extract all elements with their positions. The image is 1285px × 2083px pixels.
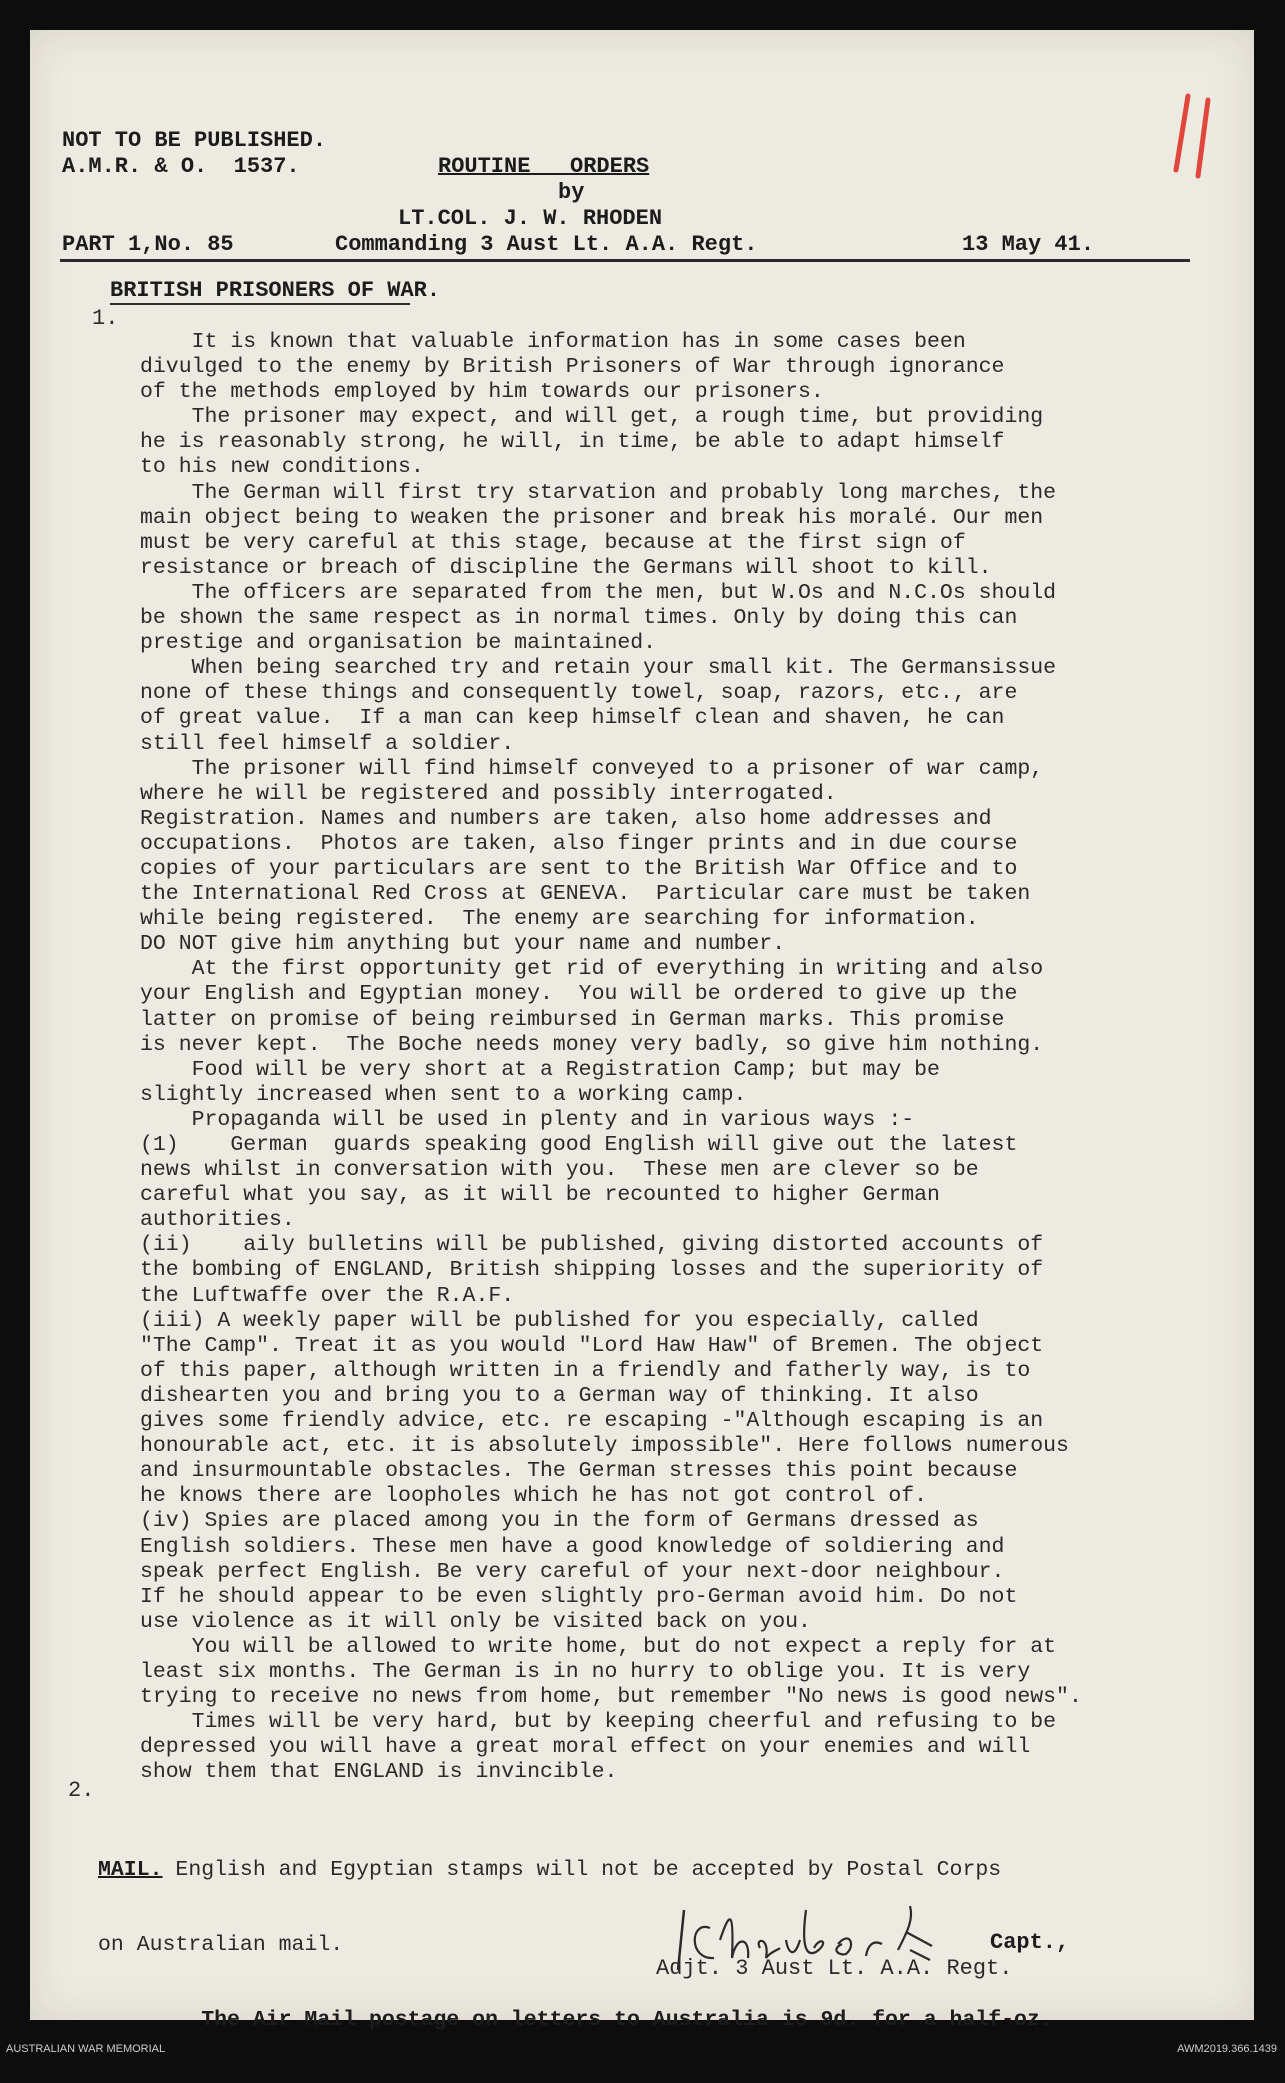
body-line: honourable act, etc. it is absolutely impossible". Here follows numerous xyxy=(140,1434,1069,1459)
body-line: use violence as it will only be visited back on you. xyxy=(140,1609,811,1634)
body-line: Registration. Names and numbers are taken, also home addresses and xyxy=(140,806,992,831)
body-line: The German will first try starvation and probably long marches, the xyxy=(140,480,1057,505)
body-line: The officers are separated from the men, but W.Os and N.C.Os should xyxy=(140,580,1057,605)
body-line: Food will be very short at a Registration Camp; but may be xyxy=(140,1057,940,1082)
body-line: (1) German guards speaking good English will give out the latest xyxy=(140,1133,1018,1157)
body-line: the Luftwaffe over the R.A.F. xyxy=(140,1283,515,1308)
body-line: he knows there are loopholes which he has not got control of. xyxy=(140,1484,928,1509)
body-line: English soldiers. These men have a good knowledge of soldiering and xyxy=(140,1534,1005,1559)
body-line: authorities. xyxy=(140,1208,295,1233)
body-line: Propaganda will be used in plenty and in various ways :- xyxy=(140,1107,915,1132)
item-2-line-1: English and Egyptian stamps will not be accepted by Postal Corps xyxy=(162,1858,1002,1882)
officer-name: LT.COL. J. W. RHODEN xyxy=(398,206,663,231)
item-1-number: 1. xyxy=(92,306,119,331)
body-line: (iii) A weekly paper will be published for you especially, called xyxy=(140,1308,979,1333)
body-line: (iv) Spies are placed among you in the form of Germans dressed as xyxy=(140,1509,979,1534)
body-line: none of these things and consequently towel, soap, razors, etc., are xyxy=(140,681,1018,706)
body-line: depressed you will have a great moral effect on your enemies and will xyxy=(140,1735,1031,1760)
item-2-number: 2. xyxy=(68,1778,95,1803)
item-1-body xyxy=(140,330,1230,1785)
body-line: resistance or breach of discipline the Germans will shoot to kill. xyxy=(140,555,992,580)
body-line: When being searched try and retain your small kit. The Germansissue xyxy=(140,656,1057,681)
item-2-line-2: on Australian mail. xyxy=(98,1933,344,1957)
red-pencil-mark xyxy=(1170,92,1220,182)
body-line: DO NOT give him anything but your name and number. xyxy=(140,932,786,957)
body-line: of the methods employed by him towards our prisoners. xyxy=(140,380,824,405)
body-line: where he will be registered and possibly interrogated. xyxy=(140,781,837,806)
item-1-heading: BRITISH PRISONERS OF WAR. xyxy=(110,278,441,303)
body-line: while being registered. The enemy are searching for information. xyxy=(140,907,979,932)
body-line: careful what you say, as it will be recounted to higher German xyxy=(140,1183,940,1208)
body-line: news whilst in conversation with you. These men are clever so be xyxy=(140,1158,979,1183)
body-line: gives some friendly advice, etc. re escaping -"Although escaping is an xyxy=(140,1409,1044,1434)
part-number: PART 1,No. 85 xyxy=(62,232,234,257)
body-line: If he should appear to be even slightly pro-German avoid him. Do not xyxy=(140,1584,1018,1609)
body-line: dishearten you and bring you to a German way of thinking. It also xyxy=(140,1383,979,1408)
body-line: The prisoner may expect, and will get, a rough time, but providing xyxy=(140,405,1044,430)
item-1-heading-underline xyxy=(110,303,410,305)
body-line: occupations. Photos are taken, also finger prints and in due course xyxy=(140,831,1018,856)
body-line: main object being to weaken the prisoner and break his moralé. Our men xyxy=(140,505,1044,530)
document-page xyxy=(30,30,1254,2032)
body-line: the bombing of ENGLAND, British shipping losses and the superiority of xyxy=(140,1258,1044,1283)
body-line: show them that ENGLAND is invincible. xyxy=(140,1760,618,1785)
item-2-line-3: The Air Mail postage on letters to Australia is 9d. for a half-oz. xyxy=(98,2008,1053,2032)
body-line: still feel himself a soldier. xyxy=(140,731,515,756)
body-line: trying to receive no news from home, but remember "No news is good news". xyxy=(140,1685,1082,1710)
header-rule xyxy=(60,259,1190,262)
body-line: of this paper, although written in a friendly and fatherly way, is to xyxy=(140,1358,1031,1383)
body-line: he is reasonably strong, he will, in time, be able to adapt himself xyxy=(140,430,1005,455)
body-line: prestige and organisation be maintained. xyxy=(140,631,657,656)
item-2-heading: MAIL. xyxy=(98,1858,163,1882)
body-line: to his new conditions. xyxy=(140,455,424,480)
body-line: The prisoner will find himself conveyed to a prisoner of war camp, xyxy=(140,756,1044,781)
body-line: At the first opportunity get rid of everything in writing and also xyxy=(140,957,1044,982)
body-line: copies of your particulars are sent to the British War Office and to xyxy=(140,856,1018,881)
signatory-rank: Capt., xyxy=(990,1930,1070,1955)
body-line: Times will be very hard, but by keeping cheerful and refusing to be xyxy=(140,1710,1057,1735)
body-line: (ii) aily bulletins will be published, giving distorted accounts of xyxy=(140,1233,1044,1258)
body-line: the International Red Cross at GENEVA. Particular care must be taken xyxy=(140,882,1031,907)
body-line: "The Camp". Treat it as you would "Lord Haw Haw" of Bremen. The object xyxy=(140,1333,1044,1358)
commanding-line: Commanding 3 Aust Lt. A.A. Regt. xyxy=(335,232,758,257)
body-line: must be very careful at this stage, because at the first sign of xyxy=(140,530,966,555)
order-date: 13 May 41. xyxy=(962,232,1095,257)
by-label: by xyxy=(558,180,585,205)
body-line: is never kept. The Boche needs money very badly, so give him nothing. xyxy=(140,1032,1044,1057)
body-line: latter on promise of being reimbursed in German marks. This promise xyxy=(140,1007,1005,1032)
body-line: and insurmountable obstacles. The German stresses this point because xyxy=(140,1459,1018,1484)
body-line: least six months. The German is in no hurry to oblige you. It is very xyxy=(140,1659,1031,1684)
body-line: your English and Egyptian money. You will be ordered to give up the xyxy=(140,982,1018,1007)
footer-archive: AUSTRALIAN WAR MEMORIAL xyxy=(6,2043,166,2055)
amr-reference: A.M.R. & O. 1537. xyxy=(62,154,300,179)
body-line: divulged to the enemy by British Prisoners of War through ignorance xyxy=(140,355,1005,380)
body-line: speak perfect English. Be very careful of your next-door neighbour. xyxy=(140,1559,1005,1584)
signatory-title: Adjt. 3 Aust Lt. A.A. Regt. xyxy=(656,1956,1013,1981)
body-line: You will be allowed to write home, but do not expect a reply for at xyxy=(140,1634,1057,1659)
body-line: of great value. If a man can keep himself clean and shaven, he can xyxy=(140,706,1005,731)
not-published-label: NOT TO BE PUBLISHED. xyxy=(62,128,327,153)
routine-orders-title: ROUTINE ORDERS xyxy=(438,154,650,179)
body-line: It is known that valuable information has in some cases been xyxy=(140,330,966,354)
footer-accession: AWM2019.366.1439 xyxy=(1177,2043,1277,2055)
body-line: be shown the same respect as in normal times. Only by doing this can xyxy=(140,606,1018,631)
body-line: slightly increased when sent to a working camp. xyxy=(140,1082,747,1107)
